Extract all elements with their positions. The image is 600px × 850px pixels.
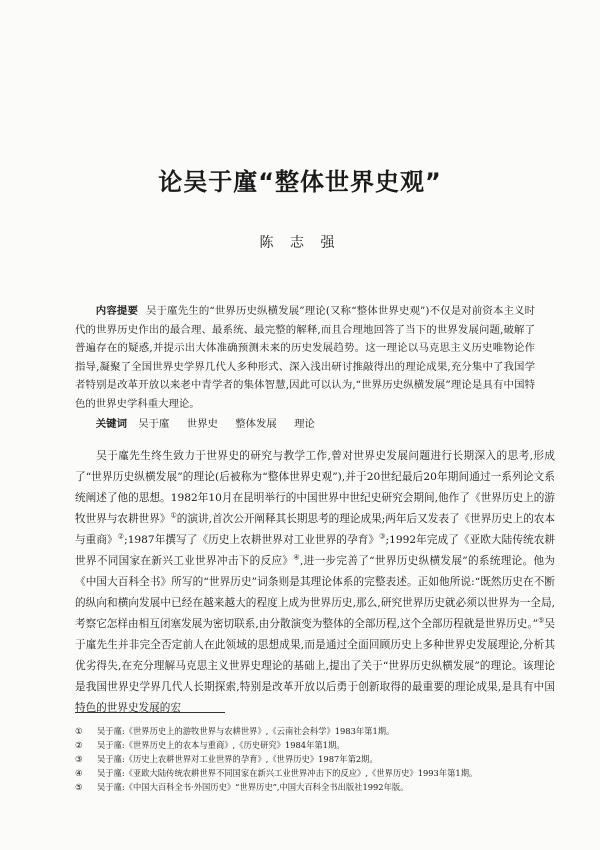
footnote-ref: ⑤ <box>538 616 545 625</box>
abstract-text: 吴于廑先生的“世界历史纵横发展”理论(又称“整体世界史观”)不仅是对前资本主义时代的世界历史作出的最合理、最系统、最完整的解释,而且合理地回答了当下的世界发展问题,破解了普遍存在的疑惑,并提示出大体准确预测未来的历史发展趋势。这一理论以马克思主义历史唯物论作指导,凝聚了全国世界史学界几代人多种形式、深入浅出研讨推敲得出的理论成果,充分集中了我国学者特别是改革开放以来老中青学者的集体智慧,因此可以认为,“世界历史纵横发展”理论是具有中国特色的世界史学科重大理论。 <box>75 305 535 410</box>
body-text-segment: ;1987年撰写了《历史上农耕世界对工业世界的孕育》 <box>124 534 380 546</box>
footnote <box>75 752 555 766</box>
keywords-label: 关键词 <box>95 418 127 430</box>
body-text-segment: ;1992年完成了《亚欧大陆传统农耕世界不同国家在新兴工业世界冲击下的反应》 <box>75 534 556 567</box>
keyword: 世界史 <box>186 418 218 430</box>
body-paragraph <box>75 446 555 719</box>
author-name: 陈 志 强 <box>259 235 341 251</box>
footnote-mark: ② <box>75 740 83 750</box>
footnote <box>75 738 555 752</box>
article-title: 论吴于廑“整体世界史观” <box>158 168 442 196</box>
footnote-ref: ② <box>117 532 125 541</box>
footnotes <box>75 724 555 794</box>
keyword: 理论 <box>294 418 315 430</box>
footnote-text: 吴于廑:《历史上农耕世界对工业世界的孕育》,《世界历史》1987年第2期。 <box>97 754 378 764</box>
footnote-ref: ④ <box>293 553 300 562</box>
abstract <box>75 302 535 413</box>
footnote <box>75 780 555 794</box>
keywords <box>75 415 535 433</box>
footnote-text: 吴于廑:《中国大百科全书·外国历史》“世界历史”,中国大百科全书出版社1992年版。 <box>97 782 409 792</box>
body-text-segment: ,进一步完善了“世界历史纵横发展”的系统理论。他为《中国大百科全书》所写的“世界历史”词条则是其理论体系的完整表述。正如他所说:“既然历史在不断的纵向和横向发展中已经在越来越大的程度上成为世界历史,那么,研究世界历史就必须以世界为一全局,考察它怎样由相互闭塞发展为密切联系,由分散演变为整体的全部历程,这个全部历程就是世界历史。” <box>75 555 556 630</box>
abstract-label: 内容提要 <box>95 305 139 317</box>
footnote-text: 吴于廑:《世界历史上的农本与重商》,《历史研究》1984年第1期。 <box>97 740 345 750</box>
footnote-ref: ③ <box>379 532 386 541</box>
body-text-segment: 吴于廑先生终生致力于世界史的研究与教学工作,曾对世界史发展问题进行长期深入的思考,形成了“世界历史纵横发展”的理论(后被称为“整体世界史观”),并于20世纪最后20年期间通过一系列论文系统阐述了他的思想。1982年10月在昆明举行的中国世界中世纪史研究会期间,他作了《世界历史上的游牧世界与农耕世界》 <box>75 450 555 525</box>
footnote-text: 吴于廑:《亚欧大陆传统农耕世界不同国家在新兴工业世界冲击下的反应》,《世界历史》1993年第1期。 <box>97 768 478 778</box>
keyword: 整体发展 <box>235 418 277 430</box>
footnote-mark: ④ <box>75 768 83 778</box>
footnote-text: 吴于廑:《世界历史上的游牧世界与农耕世界》,《云南社会科学》1983年第1期。 <box>97 726 395 736</box>
body-text-segment: 吴于廑先生并非完全否定前人在此领域的思想成果,而是通过全面回顾历史上多种世界史发展理论,分析其优劣得失,在充分理解马克思主义世界史理论的基础上,提出了关于“世界历史纵横发展”的理论。该理论是我国世界史学界几代人长期探索,特别是改革开放以后勇于创新取得的最重要的理论成果,是具有中国特色的世界史发展的宏 <box>75 618 555 714</box>
footnote <box>75 724 555 738</box>
body-text-segment: 的演讲,首次公开阐释其长期思考的理论成果;两年后又发表了《世界历史上的农本与重商》 <box>75 513 556 546</box>
keyword: 吴于廑 <box>138 418 170 430</box>
footnote <box>75 766 555 780</box>
footnote-mark: ③ <box>75 754 83 764</box>
footnote-mark: ⑤ <box>75 782 83 792</box>
footnote-mark: ① <box>75 726 83 736</box>
footnote-ref: ① <box>170 511 177 520</box>
footnote-divider <box>75 712 225 713</box>
